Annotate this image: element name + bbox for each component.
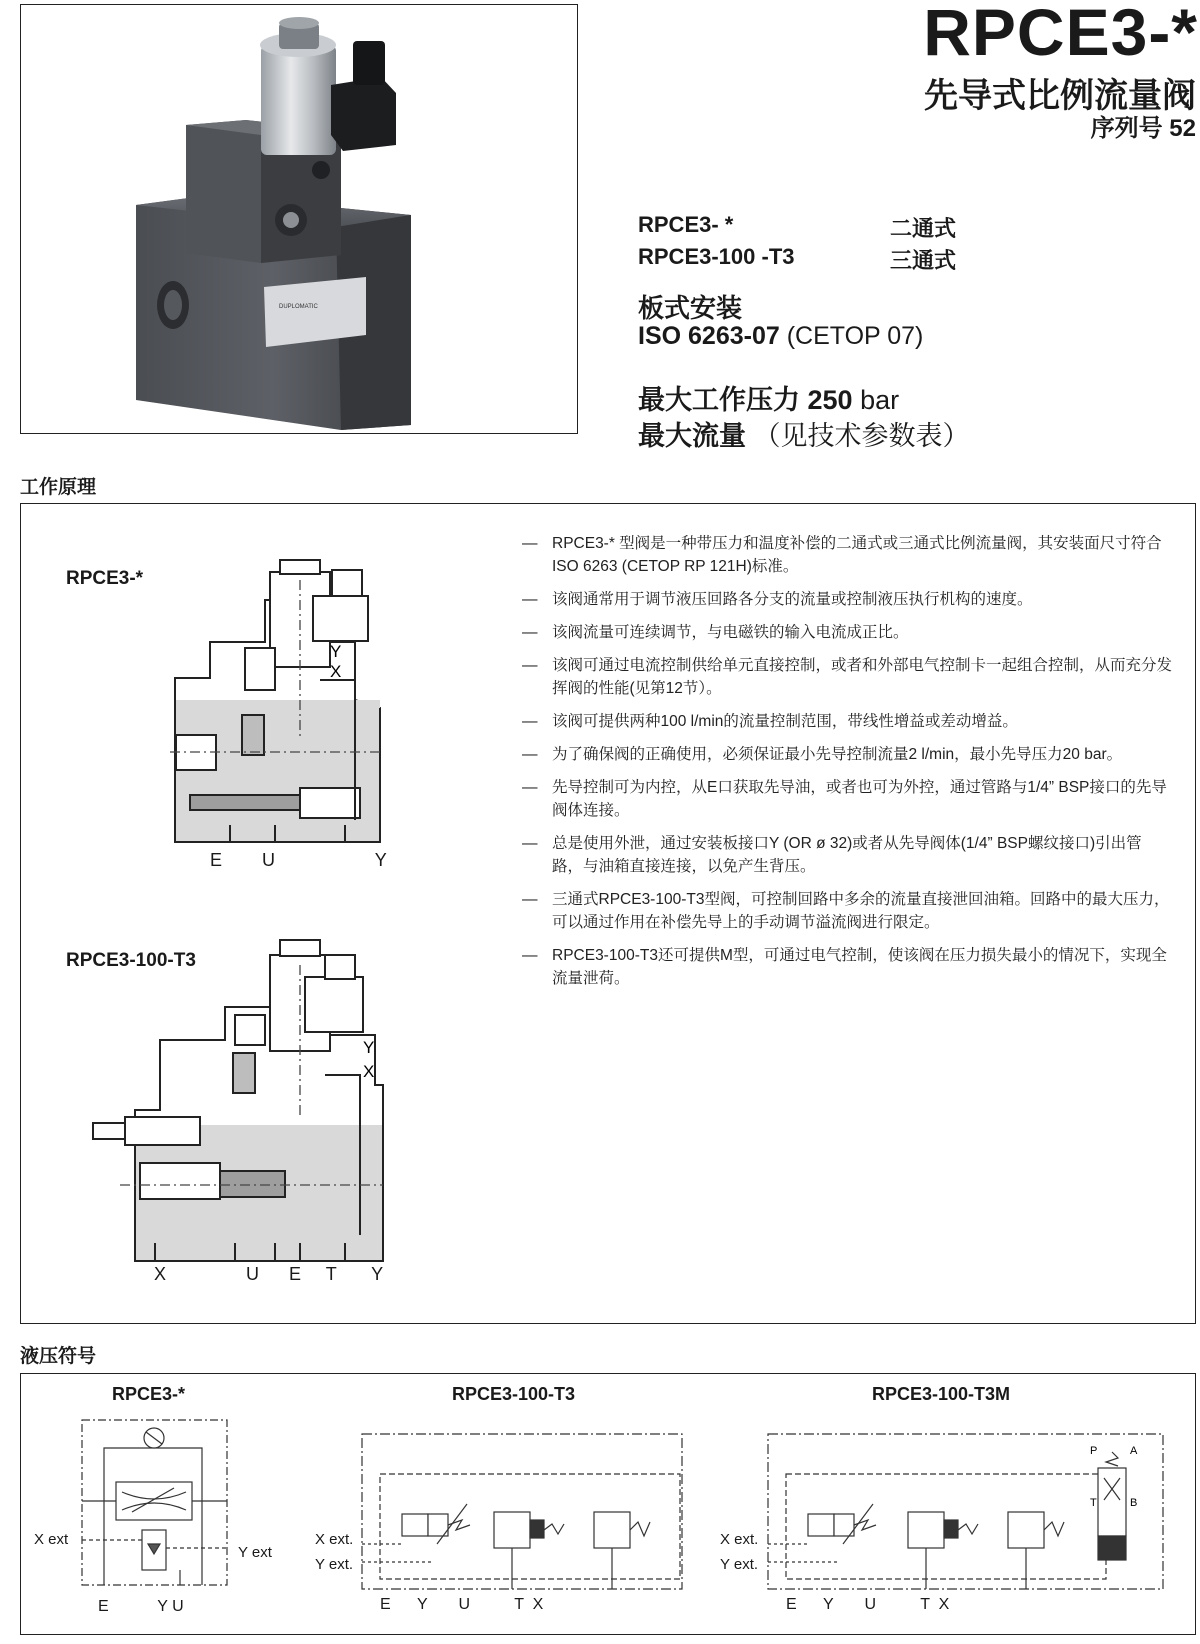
section-diagram-2way — [170, 560, 400, 850]
diagram1-label: RPCE3-* — [66, 568, 144, 589]
symbol2-bottom-ports: E Y U T X — [380, 1596, 544, 1613]
valve-photo — [21, 5, 579, 435]
symbol1-x-ext: X ext — [34, 1531, 69, 1548]
list-item: — 该阀流量可连续调节，与电磁铁的输入电流成正比。 — [522, 621, 1172, 644]
symbol2-diagram — [362, 1434, 692, 1594]
max-pressure-value: 250 — [807, 385, 853, 415]
variant-code-2: RPCE3-100 -T3 — [638, 244, 795, 269]
diagram2-port-x: X — [363, 1062, 375, 1081]
diagram1-port-x: X — [330, 662, 342, 681]
product-photo-frame — [20, 4, 578, 434]
symbols-section-title: 液压符号 — [20, 1346, 97, 1367]
symbol1-title: RPCE3-* — [112, 1384, 186, 1404]
list-item: — RPCE3-* 型阀是一种带压力和温度补偿的二通式或三通式比例流量阀，其安装面尺寸符合ISO 6263 (CETOP RP 121H)标准。 — [522, 532, 1172, 578]
list-item: — 该阀通常用于调节液压回路各分支的流量或控制液压执行机构的速度。 — [522, 588, 1172, 611]
iso-standard — [638, 322, 923, 351]
list-item: — 该阀可提供两种100 l/min的流量控制范围，带线性增益或差动增益。 — [522, 710, 1172, 733]
list-item: — 为了确保阀的正确使用，必须保证最小先导控制流量2 l/min，最小先导压力20 bar。 — [522, 743, 1172, 766]
symbol3-port-p: P — [1090, 1445, 1098, 1457]
symbol3-diagram — [768, 1428, 1168, 1598]
max-pressure — [638, 378, 899, 417]
variant-code-1: RPCE3- * — [638, 212, 734, 237]
list-item: — RPCE3-100-T3还可提供M型，可通过电气控制，使该阀在压力损失最小的情况下，实现全流量泄荷。 — [522, 944, 1172, 990]
max-pressure-unit: bar — [852, 385, 900, 415]
list-item: — 先导控制可为内控，从E口获取先导油，或者也可为外控，通过管路与1/4” BSP接口的先导阀体连接。 — [522, 776, 1172, 822]
symbol3-port-b: B — [1130, 1497, 1138, 1509]
symbol1-y-ext: Y ext — [238, 1544, 272, 1561]
section-diagram-3way — [85, 935, 405, 1270]
symbol3-y-ext: Y ext. — [720, 1556, 759, 1573]
symbol2-title: RPCE3-100-T3 — [452, 1384, 576, 1404]
symbol3-bottom-ports: E Y U T X — [786, 1596, 950, 1613]
iso-code: ISO 6263-07 — [638, 322, 780, 350]
model-title: RPCE3-* — [923, 0, 1198, 69]
max-flow — [638, 414, 970, 453]
list-item: — 三通式RPCE3-100-T3型阀，可控制回路中多余的流量直接泄回油箱。回路中的最大压力，可以通过作用在补偿先导上的手动调节溢流阀进行限定。 — [522, 888, 1172, 934]
symbol3-title: RPCE3-100-T3M — [872, 1384, 1011, 1404]
max-pressure-label: 最大工作压力 — [638, 385, 800, 415]
mounting-label: 板式安装 — [638, 293, 743, 323]
diagram1-port-y: Y — [330, 642, 342, 661]
list-item: — 该阀可通过电流控制供给单元直接控制，或者和外部电气控制卡一起组合控制，从而充分发挥阀的性能(见第12节）。 — [522, 654, 1172, 700]
principle-description-list — [522, 532, 1172, 1000]
nameplate-text: DUPLOMATIC — [279, 304, 318, 310]
variant-type-1: 二通式 — [890, 216, 957, 241]
product-subtitle: 先导式比例流量阀 — [924, 77, 1196, 115]
symbol1-bottom-ports: E Y U — [98, 1598, 184, 1615]
principle-section-title: 工作原理 — [20, 477, 97, 498]
variant-type-2: 三通式 — [890, 248, 957, 273]
symbol2-x-ext: X ext. — [315, 1531, 354, 1548]
serial-number: 序列号 52 — [1090, 115, 1196, 142]
symbol2-y-ext: Y ext. — [315, 1556, 354, 1573]
list-item: — 总是使用外泄，通过安装板接口Y (OR ø 32)或者从先导阀体(1/4” BSP螺纹接口)引出管路，与油箱直接连接，以免产生背压。 — [522, 832, 1172, 878]
diagram2-port-y: Y — [363, 1038, 375, 1057]
diagram1-bottom-ports: E U Y — [210, 850, 387, 870]
symbol3-x-ext: X ext. — [720, 1531, 759, 1548]
symbol3-port-t: T — [1090, 1497, 1097, 1509]
cetop-code: (CETOP 07) — [779, 322, 924, 350]
diagram2-label: RPCE3-100-T3 — [66, 950, 196, 971]
diagram2-bottom-ports: X U E T Y — [154, 1264, 384, 1284]
max-flow-label: 最大流量 — [638, 421, 746, 451]
symbol1-diagram — [82, 1420, 232, 1600]
symbol3-port-a: A — [1130, 1445, 1138, 1457]
max-flow-note: （见技术参数表） — [753, 421, 970, 451]
